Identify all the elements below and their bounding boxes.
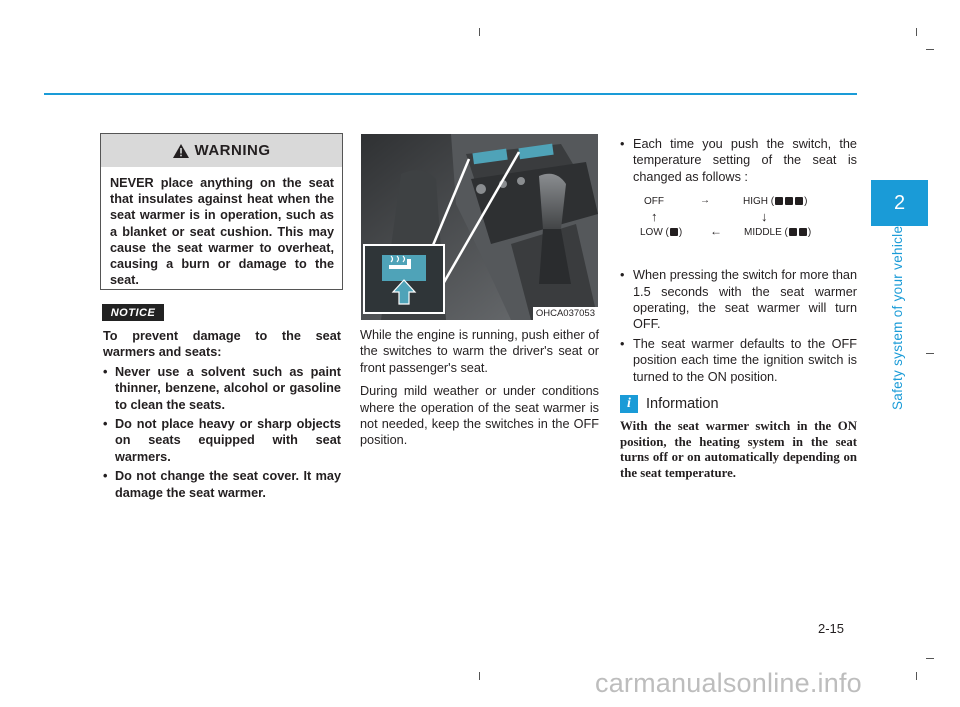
chapter-title-text: Safety system of your vehicle <box>890 225 905 410</box>
state-high <box>743 194 807 210</box>
crop-mark <box>916 672 917 680</box>
arrow-down-icon: ↓ <box>761 209 768 225</box>
state-off: OFF <box>644 196 664 208</box>
seat-heat-icon <box>670 228 678 236</box>
chapter-number-tab: 2 <box>871 180 928 226</box>
seat-warmer-switch-photo <box>361 134 598 320</box>
information-icon: i <box>620 395 638 413</box>
notice-item: • Do not change the seat cover. It may damage the seat warmer. <box>103 468 341 501</box>
operation-text <box>360 327 599 456</box>
crop-mark <box>926 49 934 50</box>
header-rule <box>44 93 857 95</box>
seat-heat-icon <box>795 197 803 205</box>
warning-box <box>100 133 343 290</box>
state-high-close: ) <box>804 196 808 208</box>
page-number: 2-15 <box>818 621 845 636</box>
warning-header <box>101 134 342 167</box>
body-paragraph: During mild weather or under conditions where the operation of the seat warmer is not needed, keep the switches in the OFF position. <box>360 384 599 448</box>
settings-item: • The seat warmer defaults to the OFF position each time the ignition switch is turned to the ON position. <box>620 336 857 385</box>
crop-mark <box>916 28 917 36</box>
crop-mark <box>479 28 480 36</box>
body-paragraph: While the engine is running, push either of the switches to warm the driver's seat or front passenger's seat. <box>360 328 599 375</box>
settings-list <box>620 136 857 185</box>
state-middle <box>744 225 811 241</box>
warning-column <box>100 133 343 290</box>
state-high-label: HIGH ( <box>743 196 775 208</box>
notice-item: • Do not place heavy or sharp objects on seats equipped with seat warmers. <box>103 416 341 465</box>
crop-mark <box>479 672 480 680</box>
state-middle-close: ) <box>807 227 812 239</box>
notice-intro: To prevent damage to the seat warmers and seats: <box>103 329 341 360</box>
crop-mark <box>926 353 934 354</box>
arrow-right-icon: → <box>700 195 710 207</box>
seat-heat-icon <box>785 197 793 205</box>
photo-id-label: OHCA037053 <box>533 307 598 320</box>
settings-column <box>620 133 857 482</box>
temperature-cycle-diagram <box>620 191 857 257</box>
notice-badge: NOTICE <box>102 304 164 321</box>
crop-mark <box>926 658 934 659</box>
arrow-left-icon: ← <box>710 224 722 239</box>
watermark: carmanualsonline.info <box>595 668 862 698</box>
notice-list <box>103 364 341 501</box>
seat-heat-icon <box>775 197 783 205</box>
arrow-up-icon: ↑ <box>651 209 658 225</box>
notice-item: • Never use a solvent such as paint thinner, benzene, alcohol or gasoline to clean the seats. <box>103 364 341 413</box>
seat-heat-icon <box>799 228 807 236</box>
information-header <box>620 395 857 413</box>
seat-heat-icon <box>789 228 797 236</box>
state-middle-label: MIDDLE ( <box>744 227 788 239</box>
warning-heading: WARNING <box>194 142 271 159</box>
warning-text: NEVER place anything on the seat that insulates against heat when the seat warmer is in operation, such as a blanket or seat cushion. This may cause the seat warmer to overheat, causing a burn or damage to the seat. <box>110 176 334 288</box>
information-title: Information <box>646 395 719 412</box>
state-low-label: LOW ( <box>640 227 669 239</box>
settings-item: • When pressing the switch for more than 1.5 seconds with the seat warmer operating, the seat warmer will turn OFF. <box>620 267 857 333</box>
state-low-close: ) <box>678 227 683 239</box>
console-illustration <box>361 134 598 320</box>
notice-section <box>103 328 341 501</box>
warning-triangle-icon <box>173 144 189 158</box>
settings-list <box>620 267 857 385</box>
state-low <box>640 225 682 241</box>
settings-item: • Each time you push the switch, the temperature setting of the seat is changed as follows : <box>620 136 857 185</box>
information-text: With the seat warmer switch in the ON position, the heating system in the seat turns off or on automatically depending on the seat temperature. <box>620 419 857 481</box>
